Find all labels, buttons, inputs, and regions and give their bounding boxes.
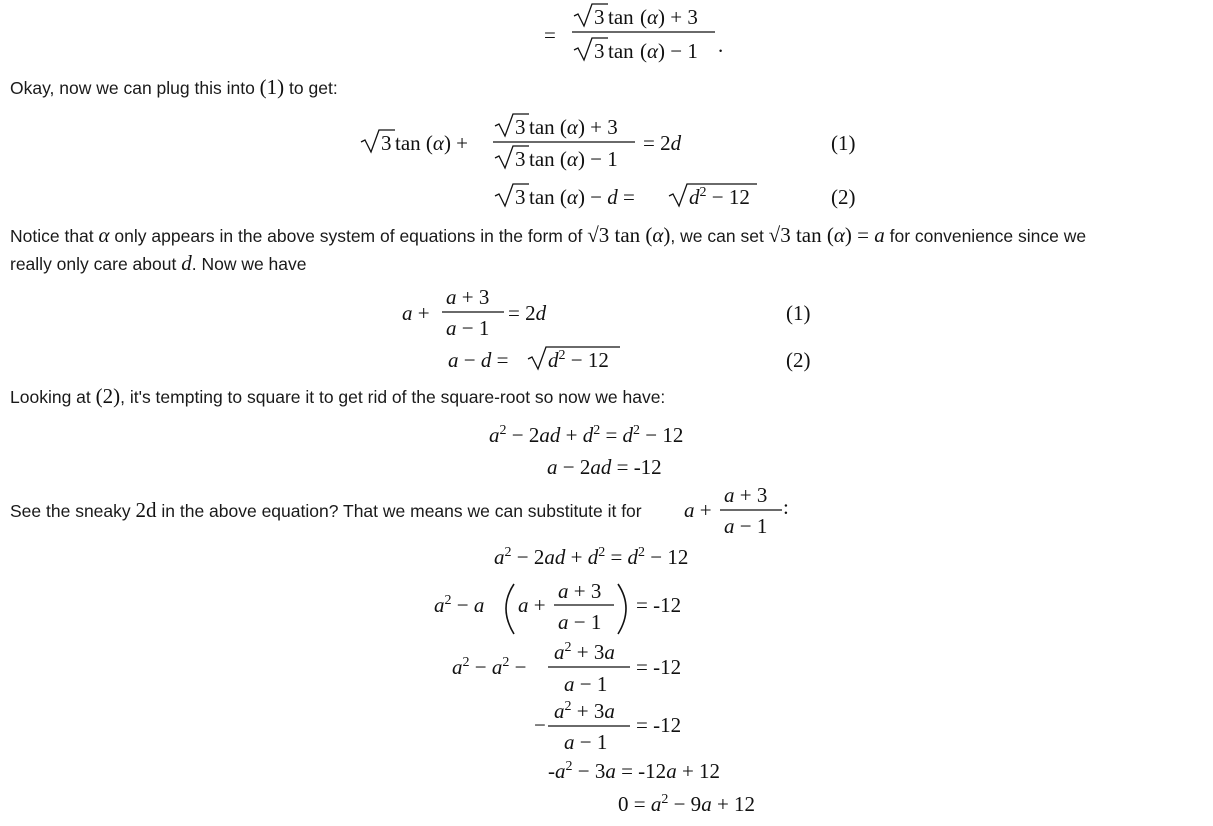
svg-text:a +: a + [402, 301, 430, 325]
svg-text:= -12: = -12 [636, 655, 682, 679]
equation-squared [485, 418, 745, 480]
svg-text:a − 2ad = -12: a − 2ad = -12 [547, 455, 662, 479]
svg-text::: : [783, 495, 789, 519]
svg-text:0 = a2 − 9a + 12: $0 = a^2 - 9a + 12$ [618, 792, 756, 816]
svg-text:a + 3: a + 3 [446, 285, 490, 309]
svg-text:a + 3: a + 3 [558, 579, 602, 603]
svg-text:a − d =: a − d = [448, 348, 509, 372]
svg-text:a2 − 2ad + d2 = d2 − 12: $a^2 - 2ad + d^2 = d^2 - 12$ [494, 545, 689, 569]
svg-text:a − 1: a − 1 [564, 672, 608, 696]
svg-text:a − 1: a − 1 [564, 730, 608, 754]
svg-text:a − 1: a − 1 [724, 514, 768, 538]
inline-fraction [680, 484, 790, 540]
svg-text:tan (α) + 3: tan (α) + 3 [529, 115, 618, 139]
svg-text:d2 − 12: $d^2 - 12$ [689, 185, 750, 209]
svg-text:3: 3 [515, 185, 526, 209]
equation-system-1 [355, 110, 875, 216]
svg-text:a +: a + [518, 593, 546, 617]
paragraph-looking: Looking at (2), it's tempting to square it to get rid of the square-root so now we have: [10, 384, 666, 408]
paragraph-notice: Notice that α only appears in the above system of equations in the form of √3 tan (α), we can set √3 tan (α) = a for convenience since we [10, 223, 1087, 247]
svg-text:(2): (2) [831, 185, 856, 209]
svg-text:−: − [534, 713, 546, 737]
svg-text:a +: a + [684, 498, 712, 522]
svg-text:(α) + 3: (α) + 3 [640, 5, 698, 29]
svg-text:= 2d: = 2d [508, 301, 547, 325]
paragraph-plug-in: Okay, now we can plug this into (1) to get: [10, 75, 338, 99]
equation-system-2 [400, 284, 820, 374]
svg-text:=: = [544, 23, 556, 47]
svg-text:3: 3 [594, 5, 605, 29]
paragraph-sneaky: See the sneaky 2d in the above equation? That we means we can substitute it for [10, 498, 642, 522]
svg-text:= 2d: = 2d [643, 131, 682, 155]
svg-text:(α) − 1: (α) − 1 [640, 39, 698, 63]
svg-text:= -12: = -12 [636, 593, 682, 617]
svg-text:tan (α) +: tan (α) + [395, 131, 469, 155]
svg-text:= -12: = -12 [636, 713, 682, 737]
svg-text:3: 3 [381, 131, 392, 155]
svg-text:tan: tan [608, 5, 634, 29]
svg-text:3: 3 [515, 147, 526, 171]
svg-text:a2 − a: $a^2 - a$ [434, 593, 485, 617]
svg-text:a − 1: a − 1 [446, 316, 490, 340]
svg-text:(1): (1) [831, 131, 856, 155]
svg-text:(1): (1) [786, 301, 811, 325]
svg-text:a2 − 2ad + d2 = d2 − 12: $a^2 - 2ad + d^2 = d^2 - 12$ [489, 423, 684, 447]
equation-fraction-top [530, 0, 750, 68]
svg-text:tan: tan [608, 39, 634, 63]
svg-text:d2 − 12: $d^2 - 12$ [548, 348, 609, 372]
svg-text:tan (α) − d =: tan (α) − d = [529, 185, 635, 209]
svg-text:(2): (2) [786, 348, 811, 372]
svg-text:tan (α) − 1: tan (α) − 1 [529, 147, 618, 171]
svg-text:a2 − a2 −: $a^2 - a^2$ − [452, 655, 527, 679]
svg-text:a − 1: a − 1 [558, 610, 602, 634]
svg-text:-a2 − 3a = -12a + 12: $-a^2 - 3a = -12a + 12$ [548, 759, 721, 783]
svg-text:3: 3 [515, 115, 526, 139]
paragraph-notice-line2: really only care about d. Now we have [10, 251, 307, 275]
svg-text:a + 3: a + 3 [724, 484, 768, 507]
svg-text:3: 3 [594, 39, 605, 63]
equation-derivation [430, 540, 810, 826]
svg-text:a2 + 3a: $a^2 + 3a$ [554, 699, 615, 723]
svg-text:a2 + 3a: $a^2 + 3a$ [554, 640, 615, 664]
svg-text:.: . [718, 33, 724, 57]
